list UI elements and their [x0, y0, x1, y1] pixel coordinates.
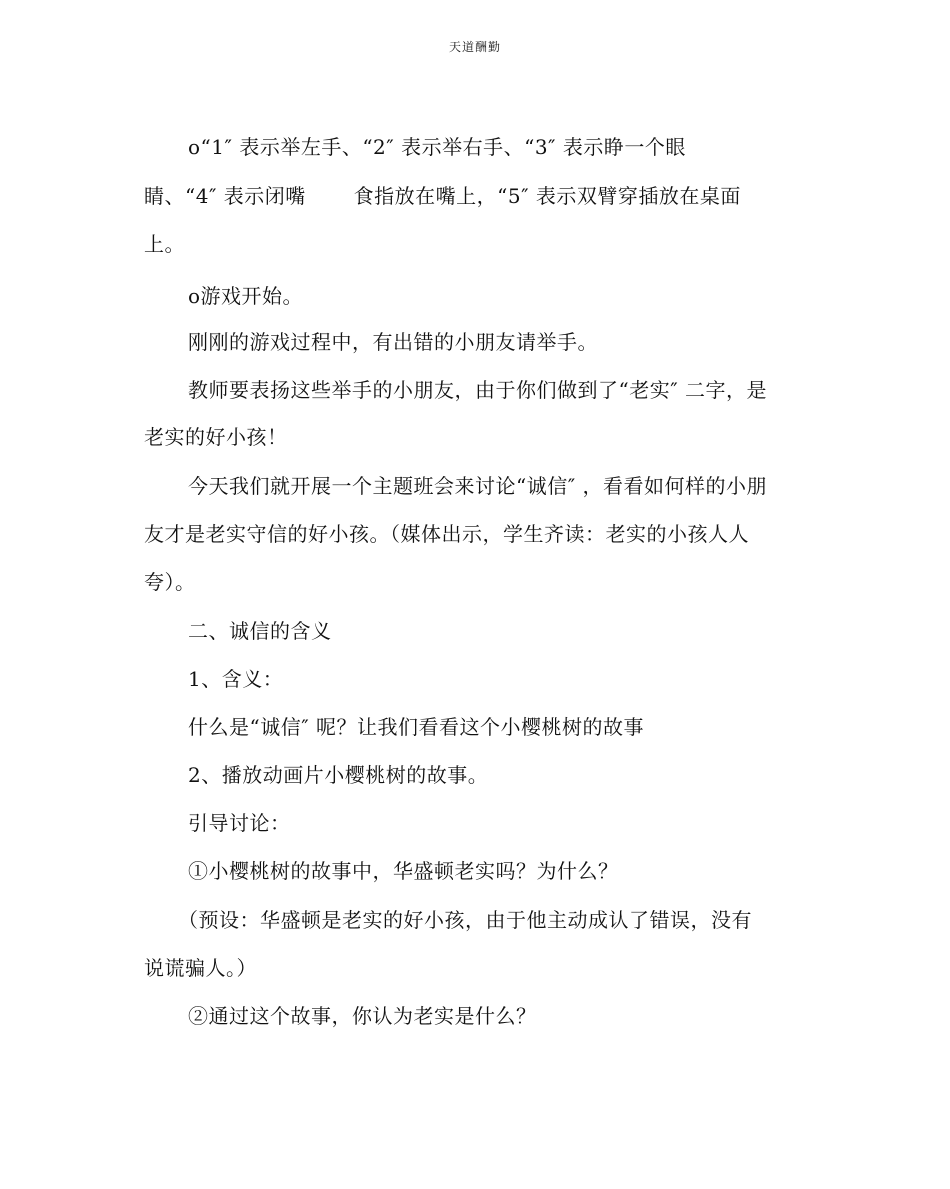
paragraph-line: ②通过这个故事，你认为老实是什么？ — [188, 1004, 537, 1028]
paragraph-line: 引导讨论： — [188, 811, 291, 835]
paragraph-line: 刚刚的游戏过程中，有出错的小朋友请举手。 — [188, 330, 598, 354]
section-heading: 二、诚信的含义 — [188, 619, 332, 643]
paragraph-line: （预设：华盛顿是老实的好小孩，由于他主动成认了错误，没有 — [178, 908, 752, 932]
paragraph-line: 今天我们就开展一个主题班会来讨论“诚信″ ，看看如何样的小朋 — [188, 474, 768, 498]
paragraph-line: o游戏开始。 — [188, 284, 304, 308]
paragraph-line: o“1″ 表示举左手、“2″ 表示举右手、“3″ 表示睁一个眼 — [188, 135, 686, 159]
paragraph-line: 睛、“4″ 表示闭嘴 食指放在嘴上，“5″ 表示双臂穿插放在桌面 — [144, 184, 741, 208]
page-header: 天道酬勤 — [448, 40, 501, 54]
paragraph-line: 1、含义： — [188, 667, 284, 691]
paragraph-line: 夸）。 — [144, 570, 196, 594]
paragraph-line: 教师要表扬这些举手的小朋友，由于你们做到了“老实″ 二字，是 — [188, 378, 768, 402]
paragraph-line: 友才是老实守信的好小孩。（媒体出示，学生齐读：老实的小孩人人 — [144, 522, 749, 546]
paragraph-line: 2、播放动画片小樱桃树的故事。 — [188, 763, 489, 787]
paragraph-line: 老实的好小孩！ — [144, 425, 288, 449]
paragraph-line: 说谎骗人。） — [144, 956, 257, 980]
paragraph-line: 什么是“诚信″ 呢？让我们看看这个小樱桃树的故事 — [188, 715, 645, 739]
paragraph-line: ①小樱桃树的故事中，华盛顿老实吗？为什么？ — [188, 859, 619, 883]
paragraph-line: 上。 — [144, 232, 185, 256]
